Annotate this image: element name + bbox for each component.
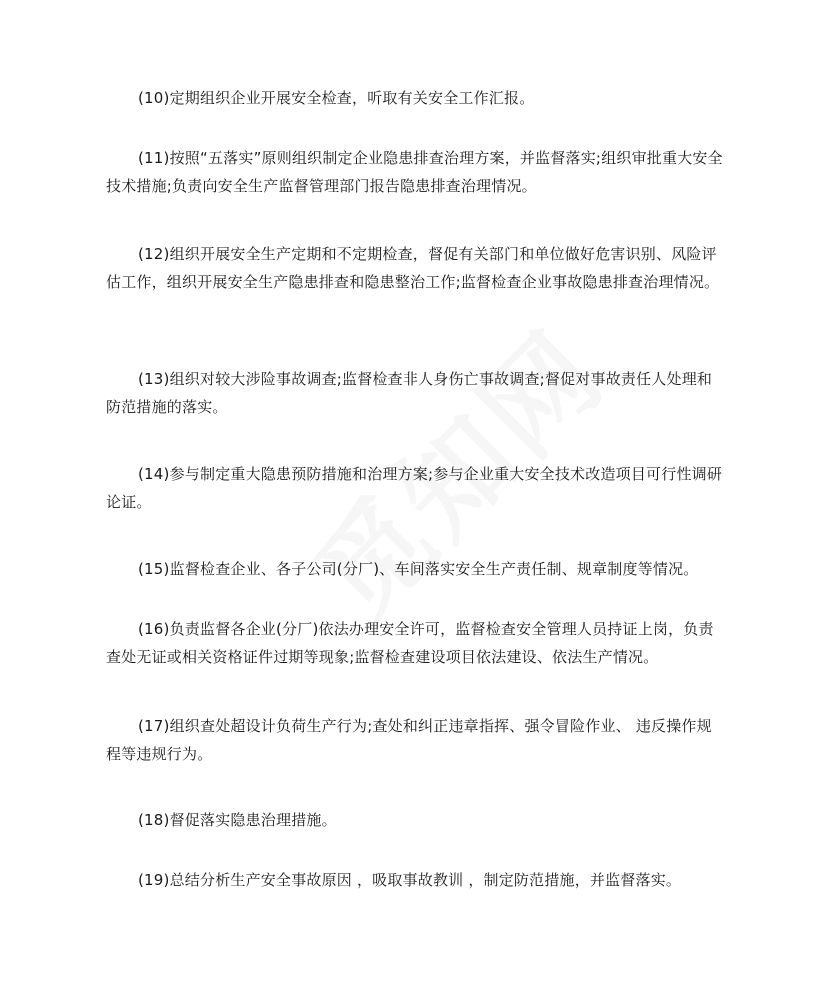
paragraph-18: (18)督促落实隐患治理措施。 [138, 811, 337, 829]
paragraph-11: (11)按照“五落实”原则组织制定企业隐患排查治理方案，并监督落实;组织审批重大安全技术措施;负责向安全生产监督管理部门报告隐患排查治理情况。 [106, 149, 723, 195]
paragraph-14: (14)参与制定重大隐患预防措施和治理方案;参与企业重大安全技术改造项目可行性调研论证。 [106, 465, 723, 511]
paragraph-15: (15)监督检查企业、各子公司(分厂)、车间落实安全生产责任制、规章制度等情况。 [138, 560, 699, 578]
paragraph-16: (16)负责监督各企业(分厂)依法办理安全许可，监督检查安全管理人员持证上岗，负责查处无证或相关资格证件过期等现象;监督检查建设项目依法建设、依法生产情况。 [106, 620, 714, 666]
paragraph-12: (12)组织开展安全生产定期和不定期检查，督促有关部门和单位做好危害识别、风险评估工作，组织开展安全生产隐患排查和隐患整治工作;监督检查企业事故隐患排查治理情况。 [106, 245, 720, 291]
paragraph-13: (13)组织对较大涉险事故调查;监督检查非人身伤亡事故调查;督促对事故责任人处理和防范措施的落实。 [106, 370, 713, 416]
paragraph-19: (19)总结分析生产安全事故原因 ，吸取事故教训 ，制定防范措施，并监督落实。 [138, 871, 682, 889]
paragraph-17: (17)组织查处超设计负荷生产行为;查处和纠正违章指挥、强令冒险作业、 违反操作规程等违规行为。 [106, 717, 712, 763]
paragraph-10: (10)定期组织企业开展安全检查，听取有关安全工作汇报。 [138, 89, 535, 107]
